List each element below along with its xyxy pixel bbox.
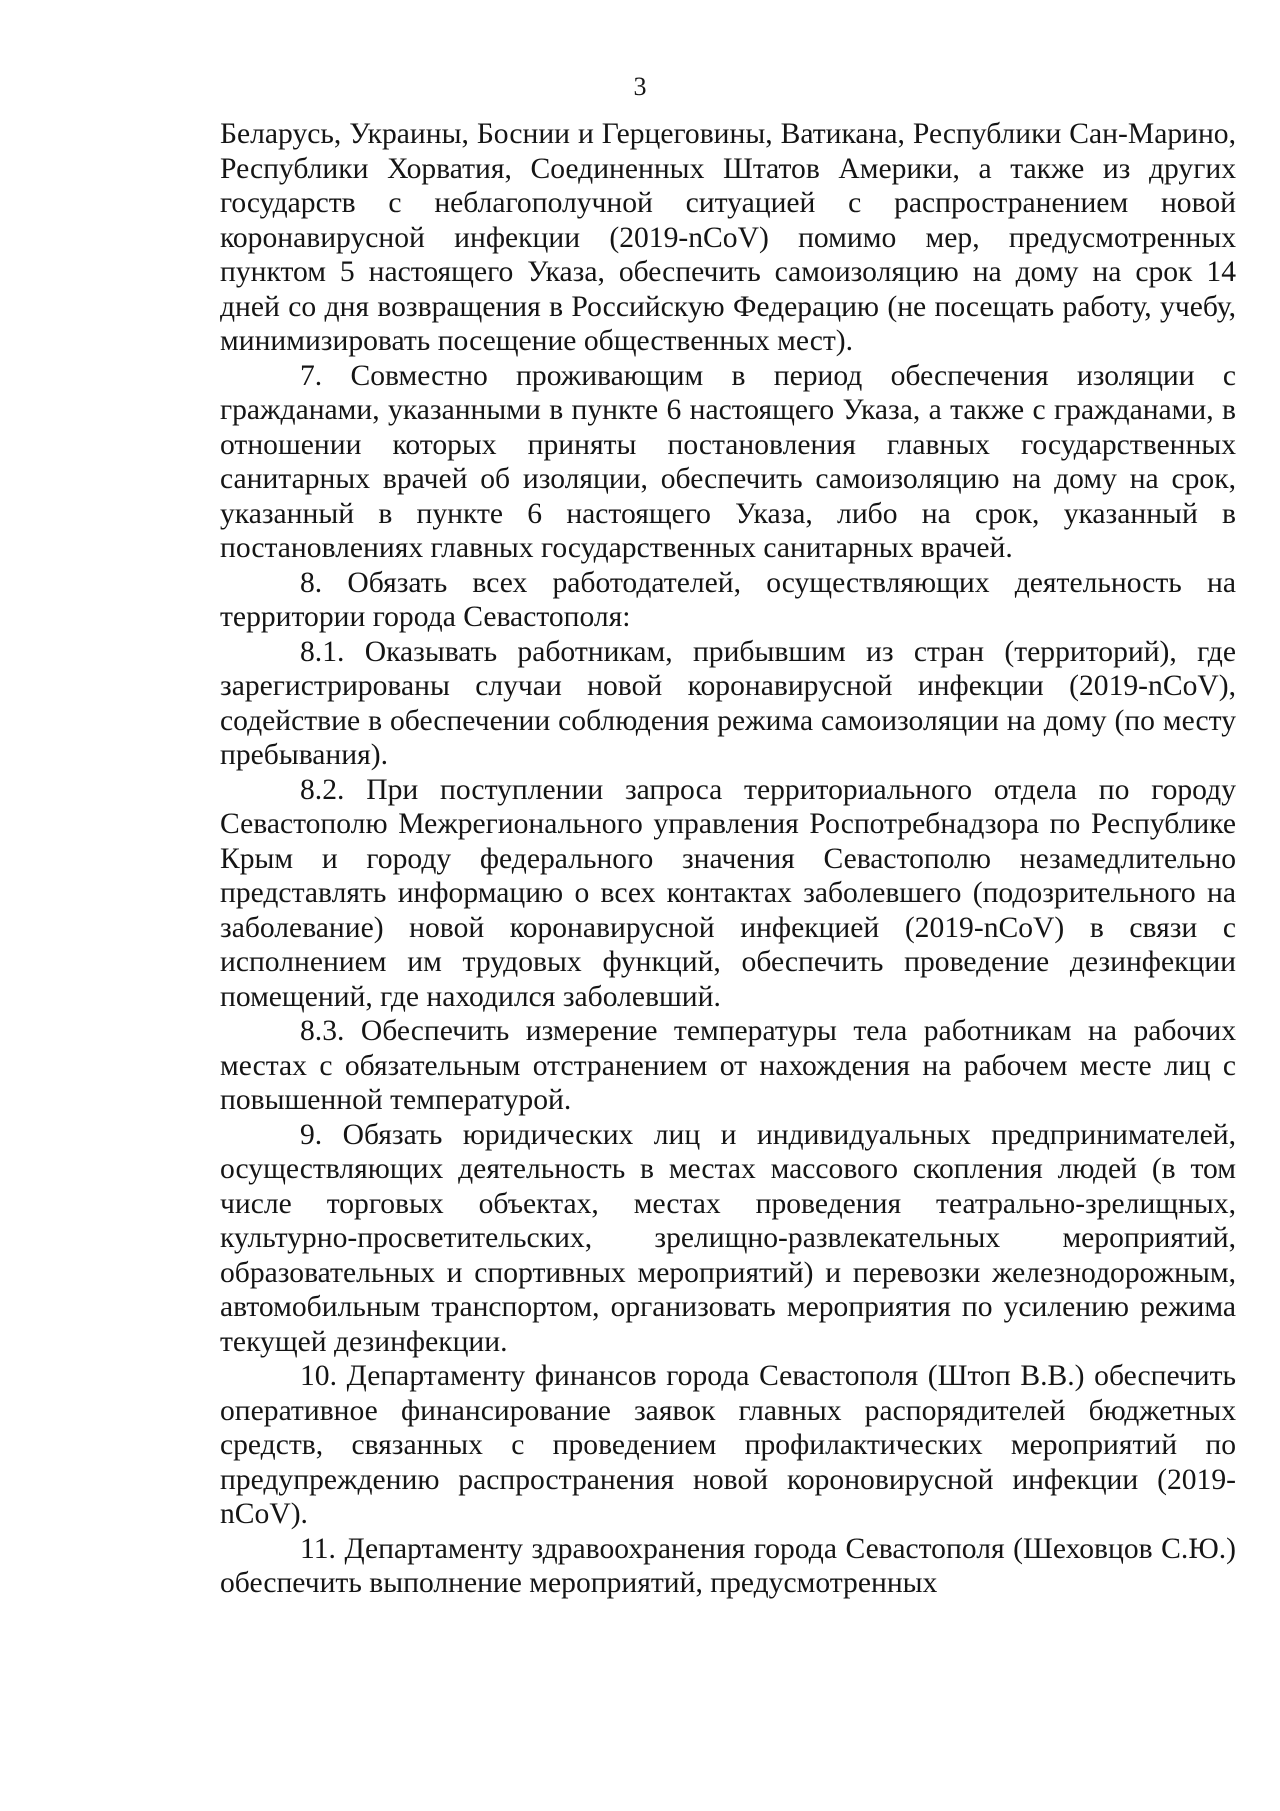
paragraph: Беларусь, Украины, Боснии и Герцеговины, Ватикана, Республики Сан-Марино, Республики Хорватия, Соединенных Штатов Америки, а также из других государств с неблагополучной ситуацией с распространением новой коронавирусной инфекции (2019-nCoV) помимо мер, предусмотренных пунктом 5 настоящего Указа, обеспечить самоизоляцию на дому на срок 14 дней со дня возвращения в Российскую Федерацию (не посещать работу, учебу, минимизировать посещение общественных мест). [220,118,1236,357]
paragraph: 7. Совместно проживающим в период обеспечения изоляции с гражданами, указанными в пункте 6 настоящего Указа, а также с гражданами, в отношении которых приняты постановления главных государственных санитарных врачей об изоляции, обеспечить самоизоляцию на дому на срок, указанный в пункте 6 настоящего Указа, либо на срок, указанный в постановлениях главных государственных санитарных врачей. [220,359,1236,564]
page-number: 3 [633,72,647,101]
document-body [220,117,1236,1601]
paragraph: 10. Департаменту финансов города Севастополя (Штоп В.В.) обеспечить оперативное финансирование заявок главных распорядителей бюджетных средств, связанных с проведением профилактических мероприятий по предупреждению распространения новой короновирусной инфекции (2019-nCoV). [220,1360,1236,1530]
paragraph: 8.1. Оказывать работникам, прибывшим из стран (территорий), где зарегистрированы случаи новой коронавирусной инфекции (2019-nCoV), содействие в обеспечении соблюдения режима самоизоляции на дому (по месту пребывания). [220,635,1236,771]
paragraph: 11. Департаменту здравоохранения города Севастополя (Шеховцов С.Ю.) обеспечить выполнение мероприятий, предусмотренных [220,1532,1236,1599]
paragraph: 9. Обязать юридических лиц и индивидуальных предпринимателей, осуществляющих деятельность в местах массового скопления людей (в том числе торговых объектах, местах проведения театрально-зрелищных, культурно-просветительских, зрелищно-развлекательных мероприятий, образовательных и спортивных мероприятий) и перевозки железнодорожным, автомобильным транспортом, организовать мероприятия по усилению режима текущей дезинфекции. [220,1118,1236,1358]
paragraph: 8.3. Обеспечить измерение температуры тела работникам на рабочих местах с обязательным отстранением от нахождения на рабочем месте лиц с повышенной температурой. [220,1015,1236,1116]
paragraph: 8. Обязать всех работодателей, осуществляющих деятельность на территории города Севастополя: [220,566,1236,633]
paragraph: 8.2. При поступлении запроса территориального отдела по городу Севастополю Межрегионального управления Роспотребнадзора по Республике Крым и городу федерального значения Севастополю незамедлительно представлять информацию о всех контактах заболевшего (подозрительного на заболевание) новой коронавирусной инфекцией (2019-nCoV) в связи с исполнением им трудовых функций, обеспечить проведение дезинфекции помещений, где находился заболевший. [220,773,1236,1013]
